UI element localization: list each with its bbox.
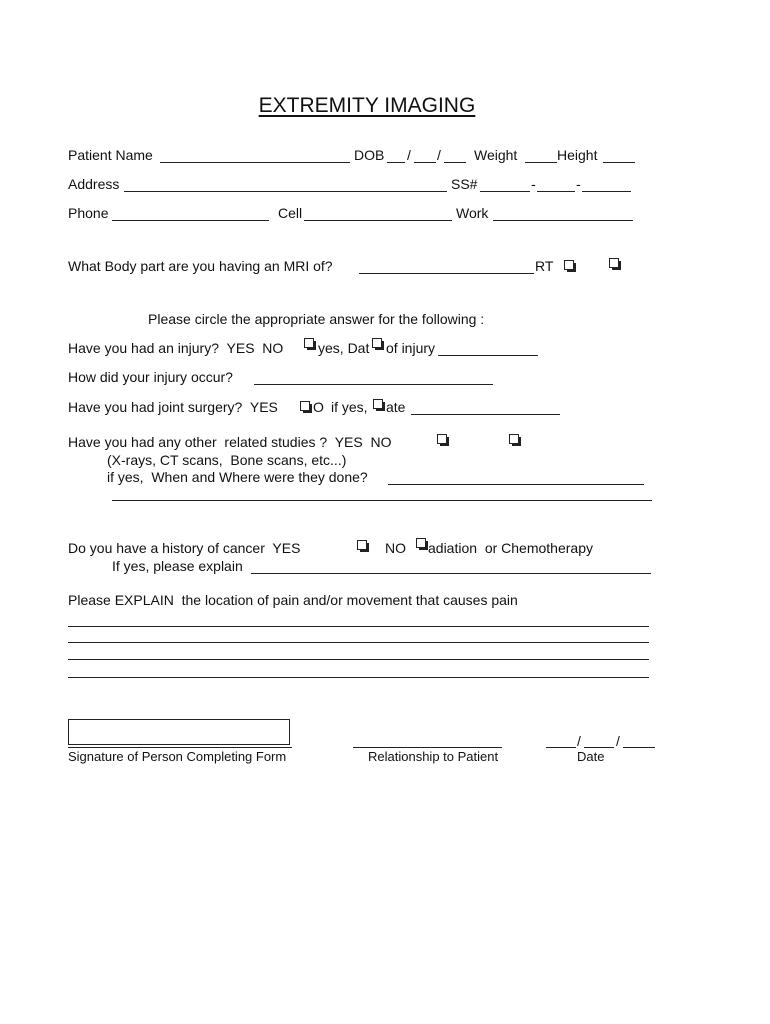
injury-if-yes-date: yes, Dat bbox=[318, 340, 370, 356]
work-line[interactable] bbox=[493, 220, 633, 221]
rt-checkbox[interactable] bbox=[564, 260, 574, 270]
related-studies-examples: (X-rays, CT scans, Bone scans, etc...) bbox=[107, 452, 347, 468]
relationship-label: Relationship to Patient bbox=[368, 749, 499, 764]
injury-checkbox[interactable] bbox=[304, 338, 314, 348]
ss-separator-2: - bbox=[576, 176, 581, 192]
injury-of-injury: of injury bbox=[386, 340, 436, 356]
cancer-yes-checkbox[interactable] bbox=[357, 540, 367, 550]
address-label: Address bbox=[68, 176, 120, 192]
cancer-radiation-checkbox[interactable] bbox=[416, 538, 426, 548]
related-studies-extra-checkbox[interactable] bbox=[509, 434, 519, 444]
injury-date-checkbox[interactable] bbox=[372, 338, 382, 348]
cell-line[interactable] bbox=[304, 220, 452, 221]
cell-label: Cell bbox=[278, 205, 303, 221]
related-studies-when-where: if yes, When and Where were they done? bbox=[107, 469, 368, 485]
cancer-no: NO bbox=[385, 540, 406, 556]
date-label: Date bbox=[577, 749, 605, 764]
dob-day-line[interactable] bbox=[414, 162, 436, 163]
weight-line[interactable] bbox=[525, 162, 557, 163]
pain-line-4[interactable] bbox=[68, 677, 649, 678]
joint-surgery-checkbox[interactable] bbox=[300, 401, 310, 411]
dob-separator-1: / bbox=[407, 147, 411, 163]
dob-year-line[interactable] bbox=[444, 162, 466, 163]
pain-line-1[interactable] bbox=[68, 626, 649, 627]
relationship-line[interactable] bbox=[353, 747, 502, 748]
injury-date-line[interactable] bbox=[438, 355, 538, 356]
form-title-text: EXTREMITY IMAGING bbox=[258, 94, 476, 117]
joint-surgery-o: O bbox=[313, 399, 324, 415]
instructions-text: Please circle the appropriate answer for the following : bbox=[148, 311, 485, 327]
cancer-explain-label: If yes, please explain bbox=[112, 558, 243, 574]
phone-line[interactable] bbox=[112, 220, 269, 221]
patient-name-line[interactable] bbox=[160, 162, 350, 163]
dob-month-line[interactable] bbox=[387, 162, 405, 163]
ss-part2-line[interactable] bbox=[537, 191, 575, 192]
ss-label: SS# bbox=[451, 176, 478, 192]
form-title bbox=[0, 94, 734, 118]
patient-name-label: Patient Name bbox=[68, 147, 153, 163]
ss-part3-line[interactable] bbox=[582, 191, 631, 192]
joint-surgery-date-checkbox[interactable] bbox=[373, 399, 383, 409]
date-month-line[interactable] bbox=[546, 747, 576, 748]
height-label: Height bbox=[557, 147, 598, 163]
dob-separator-2: / bbox=[437, 147, 441, 163]
cancer-radiation: adiation or Chemotherapy bbox=[428, 540, 593, 556]
injury-question: Have you had an injury? YES NO bbox=[68, 340, 284, 356]
work-label: Work bbox=[456, 205, 489, 221]
signature-line bbox=[68, 747, 292, 748]
phone-label: Phone bbox=[68, 205, 109, 221]
date-day-line[interactable] bbox=[584, 747, 614, 748]
related-studies-question: Have you had any other related studies ? YES NO bbox=[68, 434, 392, 450]
cancer-question: Do you have a history of cancer YES bbox=[68, 540, 301, 556]
related-studies-no-checkbox[interactable] bbox=[437, 434, 447, 444]
cancer-explain-line[interactable] bbox=[251, 573, 651, 574]
rt-label: RT bbox=[535, 258, 554, 274]
joint-surgery-question: Have you had joint surgery? YES bbox=[68, 399, 278, 415]
related-studies-line-2[interactable] bbox=[112, 500, 652, 501]
injury-occur-question: How did your injury occur? bbox=[68, 369, 233, 385]
date-year-line[interactable] bbox=[623, 747, 655, 748]
height-line[interactable] bbox=[603, 162, 635, 163]
ss-separator-1: - bbox=[531, 176, 536, 192]
pain-question: Please EXPLAIN the location of pain and/or movement that causes pain bbox=[68, 592, 518, 608]
body-part-line[interactable] bbox=[359, 273, 534, 274]
pain-line-3[interactable] bbox=[68, 659, 649, 660]
date-separator-2: / bbox=[616, 733, 620, 749]
weight-label: Weight bbox=[474, 147, 518, 163]
ss-part1-line[interactable] bbox=[480, 191, 530, 192]
joint-surgery-if-yes: if yes, bbox=[331, 399, 368, 415]
joint-surgery-date: ate bbox=[386, 399, 406, 415]
dob-label: DOB bbox=[354, 147, 385, 163]
pain-line-2[interactable] bbox=[68, 642, 649, 643]
body-part-question: What Body part are you having an MRI of? bbox=[68, 258, 333, 274]
date-separator-1: / bbox=[577, 733, 581, 749]
signature-label: Signature of Person Completing Form bbox=[68, 749, 287, 764]
related-studies-line-1[interactable] bbox=[388, 484, 644, 485]
lt-checkbox[interactable] bbox=[609, 258, 619, 268]
signature-box[interactable] bbox=[68, 719, 290, 745]
joint-surgery-date-line[interactable] bbox=[411, 414, 560, 415]
injury-occur-line[interactable] bbox=[254, 384, 493, 385]
address-line[interactable] bbox=[124, 191, 447, 192]
